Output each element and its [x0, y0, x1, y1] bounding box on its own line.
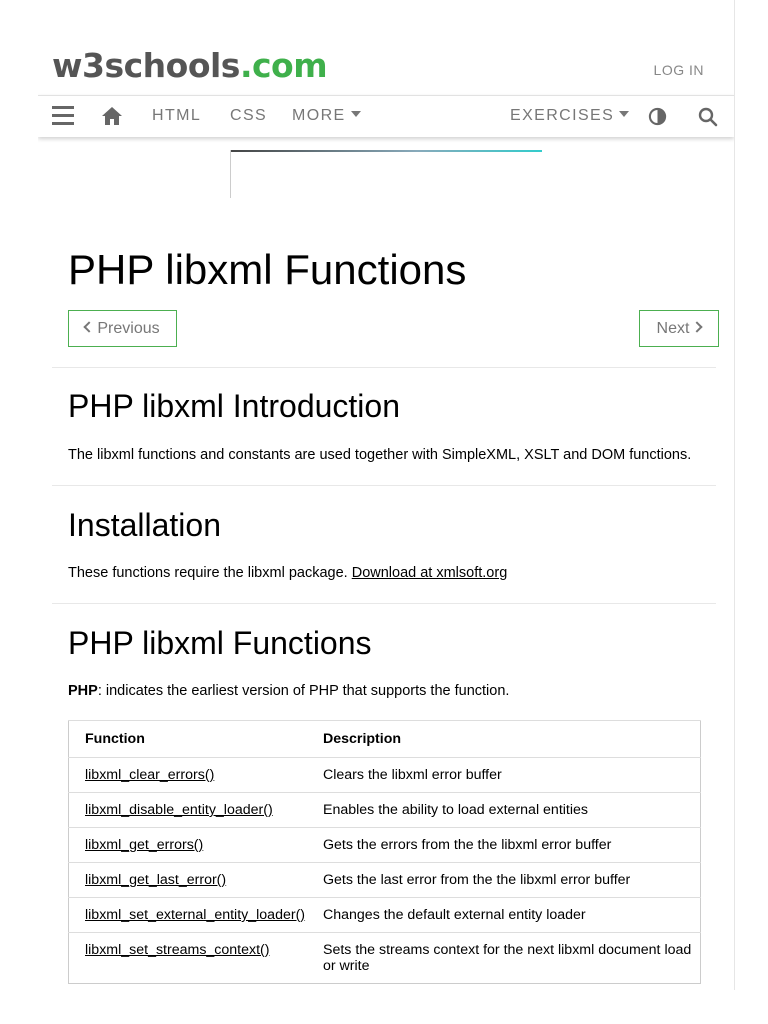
chevron-left-icon — [84, 321, 95, 332]
intro-text: The libxml functions and constants are used together with SimpleXML, XSLT and DOM functions. — [68, 447, 692, 463]
table-header-row — [69, 721, 701, 758]
nav-html[interactable]: HTML — [152, 107, 202, 124]
version-note: PHP: indicates the earliest version of PHP that supports the function. — [68, 683, 510, 699]
function-link[interactable]: libxml_get_errors() — [85, 837, 204, 853]
function-link[interactable]: libxml_set_external_entity_loader() — [85, 907, 306, 923]
table-row — [69, 758, 701, 793]
section-heading: Installation — [68, 507, 221, 543]
search-icon[interactable] — [698, 107, 718, 132]
next-button[interactable]: Next — [639, 310, 719, 347]
login-link[interactable]: LOG IN — [653, 62, 704, 78]
table-row — [69, 933, 701, 984]
site-logo[interactable]: w3schools.com — [52, 46, 328, 85]
previous-button[interactable]: Previous — [68, 310, 177, 347]
top-nav — [38, 95, 734, 137]
installation-text: These functions require the libxml package. Download at xmlsoft.org — [68, 565, 508, 581]
function-link[interactable]: libxml_clear_errors() — [85, 767, 215, 783]
divider — [52, 367, 716, 368]
function-link[interactable]: libxml_disable_entity_loader() — [85, 802, 273, 818]
menu-icon[interactable] — [52, 106, 74, 125]
table-row — [69, 828, 701, 863]
column-header: Description — [307, 721, 701, 758]
function-description: Gets the errors from the the libxml error buffer — [307, 828, 701, 863]
function-description: Clears the libxml error buffer — [307, 758, 701, 793]
section-heading: PHP libxml Introduction — [68, 388, 400, 424]
table-row — [69, 898, 701, 933]
function-description: Gets the last error from the the libxml error buffer — [307, 863, 701, 898]
ad-placeholder — [230, 150, 542, 198]
divider — [52, 485, 716, 486]
page-frame — [38, 0, 735, 990]
table-row — [69, 863, 701, 898]
caret-down-icon — [619, 111, 629, 117]
divider — [52, 603, 716, 604]
function-link[interactable]: libxml_get_last_error() — [85, 872, 227, 888]
nav-more[interactable]: MORE — [292, 96, 361, 137]
column-header: Function — [69, 721, 308, 758]
nav-css[interactable]: CSS — [230, 107, 268, 124]
page-title: PHP libxml Functions — [68, 246, 467, 293]
functions-table — [68, 720, 701, 984]
home-icon[interactable] — [101, 106, 123, 131]
caret-down-icon — [351, 111, 361, 117]
function-link[interactable]: libxml_set_streams_context() — [85, 942, 270, 958]
nav-exercises[interactable]: EXERCISES — [510, 96, 629, 137]
top-header — [38, 0, 734, 95]
contrast-icon[interactable] — [648, 107, 667, 131]
function-description: Enables the ability to load external entities — [307, 793, 701, 828]
function-description: Sets the streams context for the next libxml document load or write — [307, 933, 701, 984]
table-row — [69, 793, 701, 828]
download-link[interactable]: Download at xmlsoft.org — [351, 565, 508, 581]
function-description: Changes the default external entity loader — [307, 898, 701, 933]
section-heading: PHP libxml Functions — [68, 625, 372, 661]
chevron-right-icon — [692, 321, 703, 332]
